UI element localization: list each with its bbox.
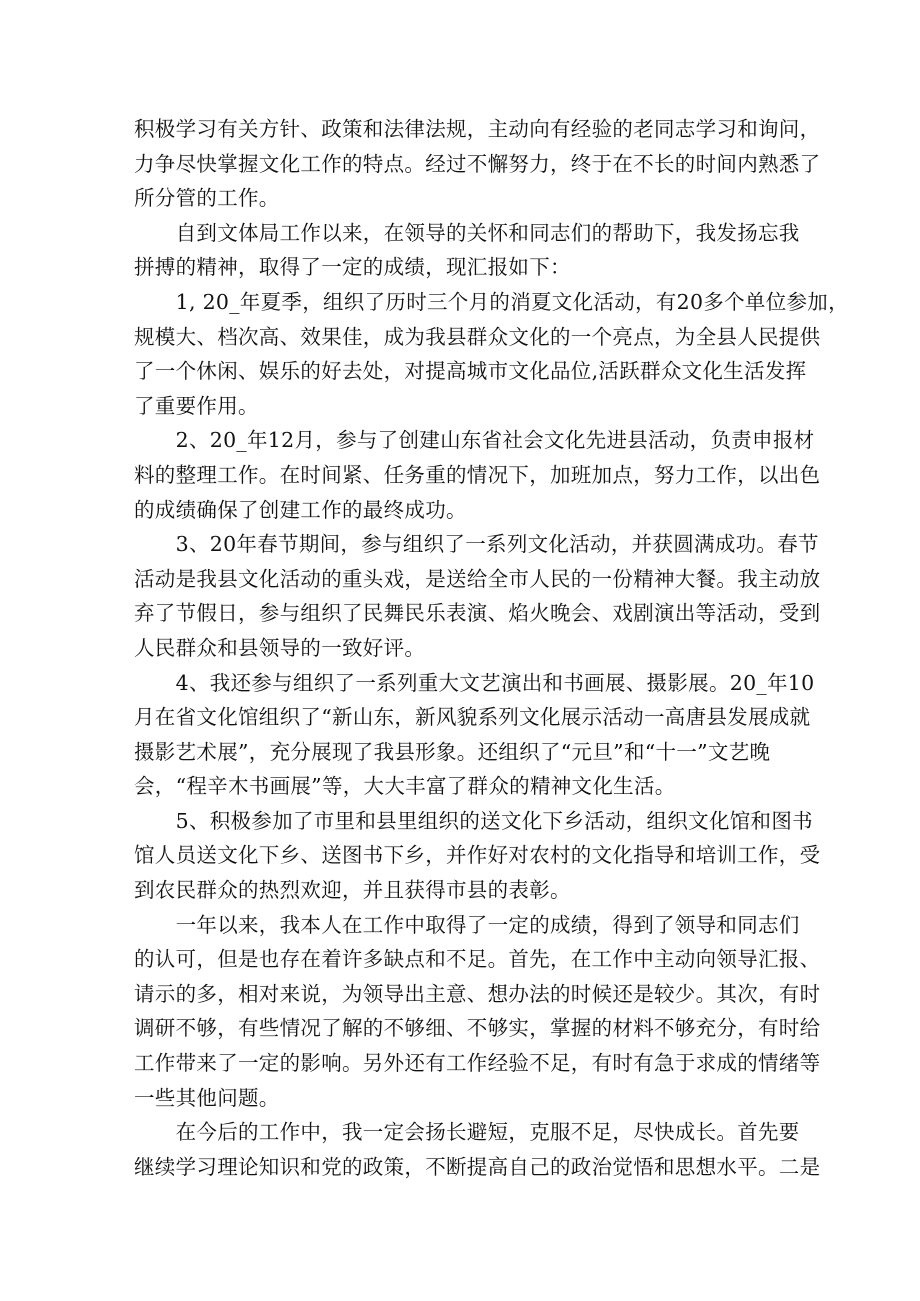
text-line: 工作带来了一定的影响。另外还有工作经验不足，有时有急于求成的情绪等 (134, 1051, 821, 1076)
text-line: 继续学习理论知识和党的政策，不断提高自己的政治觉悟和思想水平。二是 (134, 1154, 821, 1179)
text-line: 活动是我县文化活动的重头戏，是送给全市人民的一份精神大餐。我主动放 (134, 566, 821, 591)
text-line: 馆人员送文化下乡、送图书下乡，并作好对农村的文化指导和培训工作，受 (134, 843, 821, 868)
text-line: 3、20年春节期间，参与组织了一系列文化活动，并获圆满成功。春节 (134, 532, 819, 557)
text-line: 规模大、档次高、效果佳，成为我县群众文化的一个亮点，为全县人民提供 (134, 324, 821, 349)
paragraph (134, 285, 849, 423)
paragraph (134, 423, 821, 527)
text-line: 一年以来，我本人在工作中取得了一定的成绩，得到了领导和同志们 (134, 912, 800, 937)
text-line: 力争尽快掌握文化工作的特点。经过不懈努力，终于在不长的时间内熟悉了 (134, 151, 821, 176)
paragraph (134, 1115, 821, 1184)
text-line: 人民群众和县领导的一致好评。 (134, 635, 426, 660)
text-line: 弃了节假日，参与组织了民舞民乐表演、焰火晚会、戏剧演出等活动，受到 (134, 601, 821, 626)
text-line: 5、积极参加了市里和县里组织的送文化下乡活动，组织文化馆和图书 (134, 808, 813, 833)
text-line: 月在省文化馆组织了“新山东，新风貌系列文化展示活动一高唐县发展成就 (134, 705, 811, 730)
text-line: 在今后的工作中，我一定会扬长避短，克服不足，尽快成长。首先要 (134, 1120, 800, 1145)
paragraph (134, 804, 821, 908)
paragraph (134, 216, 800, 285)
text-line: 到农民群众的热烈欢迎，并且获得市县的表彰。 (134, 878, 571, 903)
text-line: 2、20_年12月，参与了创建山东省社会文化先进县活动，负责申报材 (134, 428, 815, 453)
text-line: 自到文体局工作以来，在领导的关怀和同志们的帮助下，我发扬忘我 (134, 220, 800, 245)
text-line: 摄影艺术展”，充分展现了我县形象。还组织了“元旦”和“十一”文艺晚 (134, 739, 771, 764)
text-line: 1, 20_年夏季，组织了历时三个月的消夏文化活动，有20多个单位参加， (134, 289, 849, 314)
paragraph (134, 527, 821, 665)
text-line: 4、我还参与组织了一系列重大文艺演出和书画展、摄影展。20_年10 (134, 670, 815, 695)
paragraph (134, 112, 821, 216)
text-line: 调研不够，有些情况了解的不够细、不够实，掌握的材料不够充分，有时给 (134, 1016, 821, 1041)
text-line: 的成绩确保了创建工作的最终成功。 (134, 497, 467, 522)
text-line: 了一个休闲、娱乐的好去处，对提高城市文化品位,活跃群众文化生活发挥 (134, 359, 807, 384)
paragraph (134, 908, 821, 1116)
text-line: 一些其他问题。 (134, 1085, 280, 1110)
text-line: 拼搏的精神，取得了一定的成绩，现汇报如下： (134, 255, 571, 280)
text-line: 的认可，但是也存在着许多缺点和不足。首先，在工作中主动向领导汇报、 (134, 947, 821, 972)
text-line: 会，“程辛木书画展”等，大大丰富了群众的精神文化生活。 (134, 774, 676, 799)
text-line: 所分管的工作。 (134, 186, 280, 211)
text-line: 请示的多，相对来说，为领导出主意、想办法的时候还是较少。其次，有时 (134, 981, 821, 1006)
paragraph (134, 666, 815, 804)
document-body (134, 112, 849, 1184)
text-line: 了重要作用。 (134, 393, 259, 418)
text-line: 料的整理工作。在时间紧、任务重的情况下，加班加点，努力工作，以出色 (134, 462, 821, 487)
text-line: 积极学习有关方针、政策和法律法规，主动向有经验的老同志学习和询问， (134, 117, 821, 141)
